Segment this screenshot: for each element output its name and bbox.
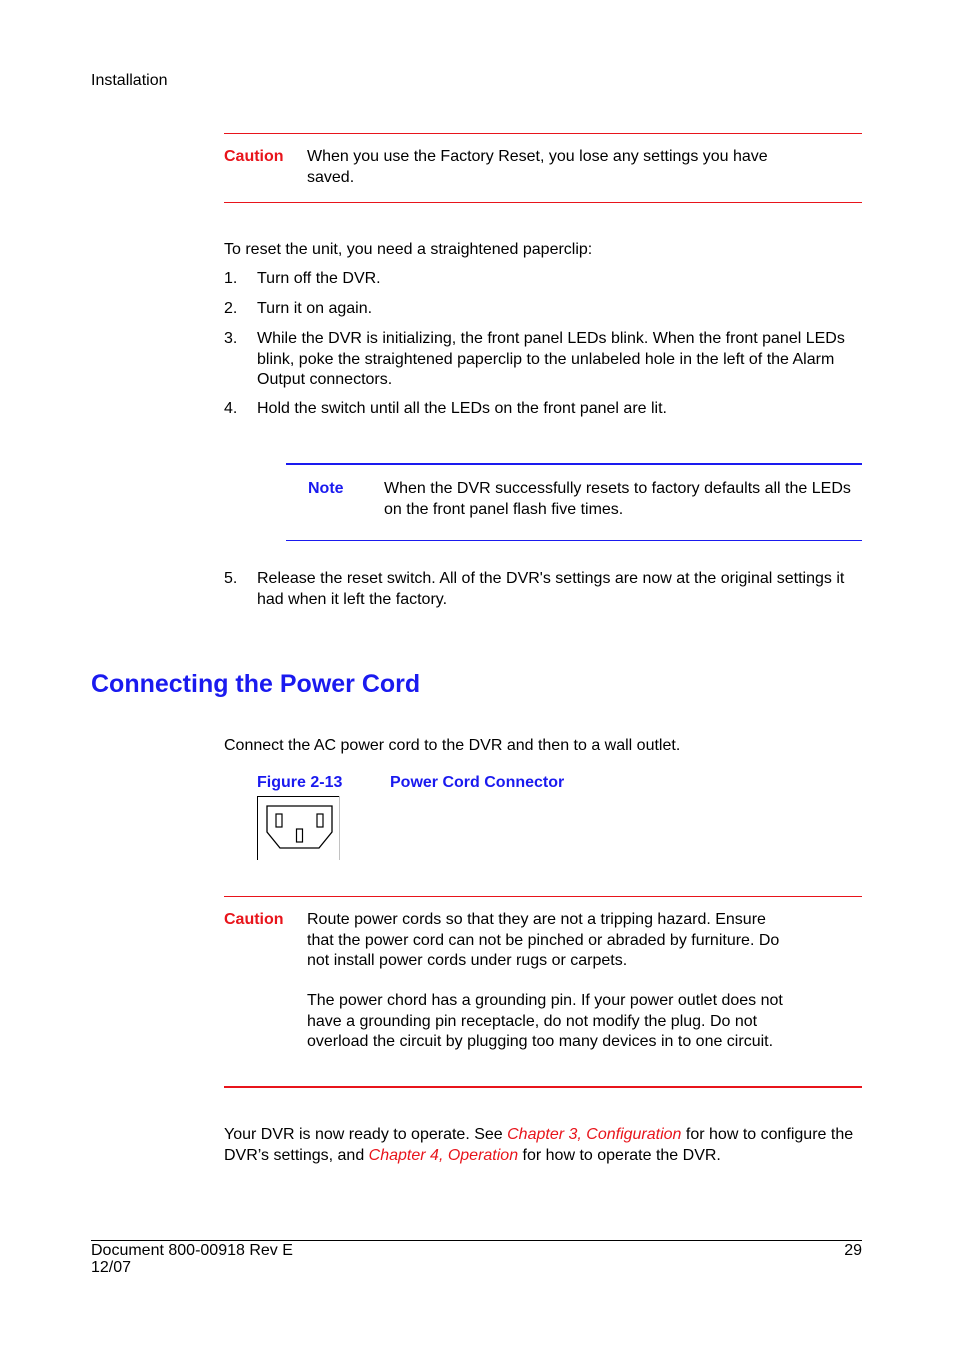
step-text: While the DVR is initializing, the front panel LEDs blink. When the front panel LEDs blink, poke the straightened paperclip to the unlabeled hole in the left of the Alarm Output connectors. xyxy=(257,330,845,388)
section-intro: Connect the AC power cord to the DVR and then to a wall outlet. xyxy=(224,737,681,754)
note-bottom-rule xyxy=(286,540,862,541)
chapter4-link[interactable]: Chapter 4, Operation xyxy=(368,1146,519,1164)
step-number: 2. xyxy=(224,300,238,317)
caution-label: Caution xyxy=(224,148,284,165)
closing-text: for how to configure the DVR’s settings, and xyxy=(224,1126,854,1164)
footer-date: 12/07 xyxy=(91,1259,132,1276)
caution-bottom-rule xyxy=(224,1086,862,1088)
footer-rule xyxy=(91,1240,862,1241)
step-text: Turn off the DVR. xyxy=(257,270,381,287)
note-label: Note xyxy=(308,480,344,497)
step-number: 5. xyxy=(224,570,238,587)
caution-top-rule xyxy=(224,133,862,134)
caution-label: Caution xyxy=(224,911,284,928)
figure-caption: Power Cord Connector xyxy=(390,774,565,791)
caution-text: When you use the Factory Reset, you lose any settings you have saved. xyxy=(307,148,768,186)
power-connector-icon xyxy=(257,796,341,860)
step-text: Turn it on again. xyxy=(257,300,373,317)
step-text: Release the reset switch. All of the DVR's settings are now at the original settings it had when it left the factory. xyxy=(257,570,845,608)
closing-text: for how to operate the DVR. xyxy=(518,1146,721,1164)
chapter3-link[interactable]: Chapter 3, Configuration xyxy=(507,1126,682,1143)
page-number: 29 xyxy=(844,1242,862,1259)
caution-paragraph: Route power cords so that they are not a tripping hazard. Ensure that the power cord can not be pinched or abraded by furniture. Do not install power cords under rugs or carpets. xyxy=(307,911,780,969)
step-number: 3. xyxy=(224,330,238,347)
caution-paragraph: The power chord has a grounding pin. If your power outlet does not have a grounding pin receptacle, do not modify the plug. Do not overload the circuit by plugging too many devices in to one circuit. xyxy=(307,992,783,1050)
reset-intro: To reset the unit, you need a straightened paperclip: xyxy=(224,241,593,258)
step-number: 1. xyxy=(224,270,238,287)
section-heading: Connecting the Power Cord xyxy=(91,670,421,698)
step-text: Hold the switch until all the LEDs on the front panel are lit. xyxy=(257,400,667,417)
closing-paragraph xyxy=(224,1125,862,1166)
footer-document: Document 800-00918 Rev E xyxy=(91,1242,293,1259)
running-header: Installation xyxy=(91,72,168,89)
caution-top-rule xyxy=(224,896,862,897)
figure-number: Figure 2-13 xyxy=(257,774,343,791)
step-number: 4. xyxy=(224,400,238,417)
closing-text: Your DVR is now ready to operate. See xyxy=(224,1126,508,1143)
note-top-rule xyxy=(286,463,862,465)
note-text: When the DVR successfully resets to factory defaults all the LEDs on the front panel flash five times. xyxy=(384,480,851,518)
caution-bottom-rule xyxy=(224,202,862,203)
